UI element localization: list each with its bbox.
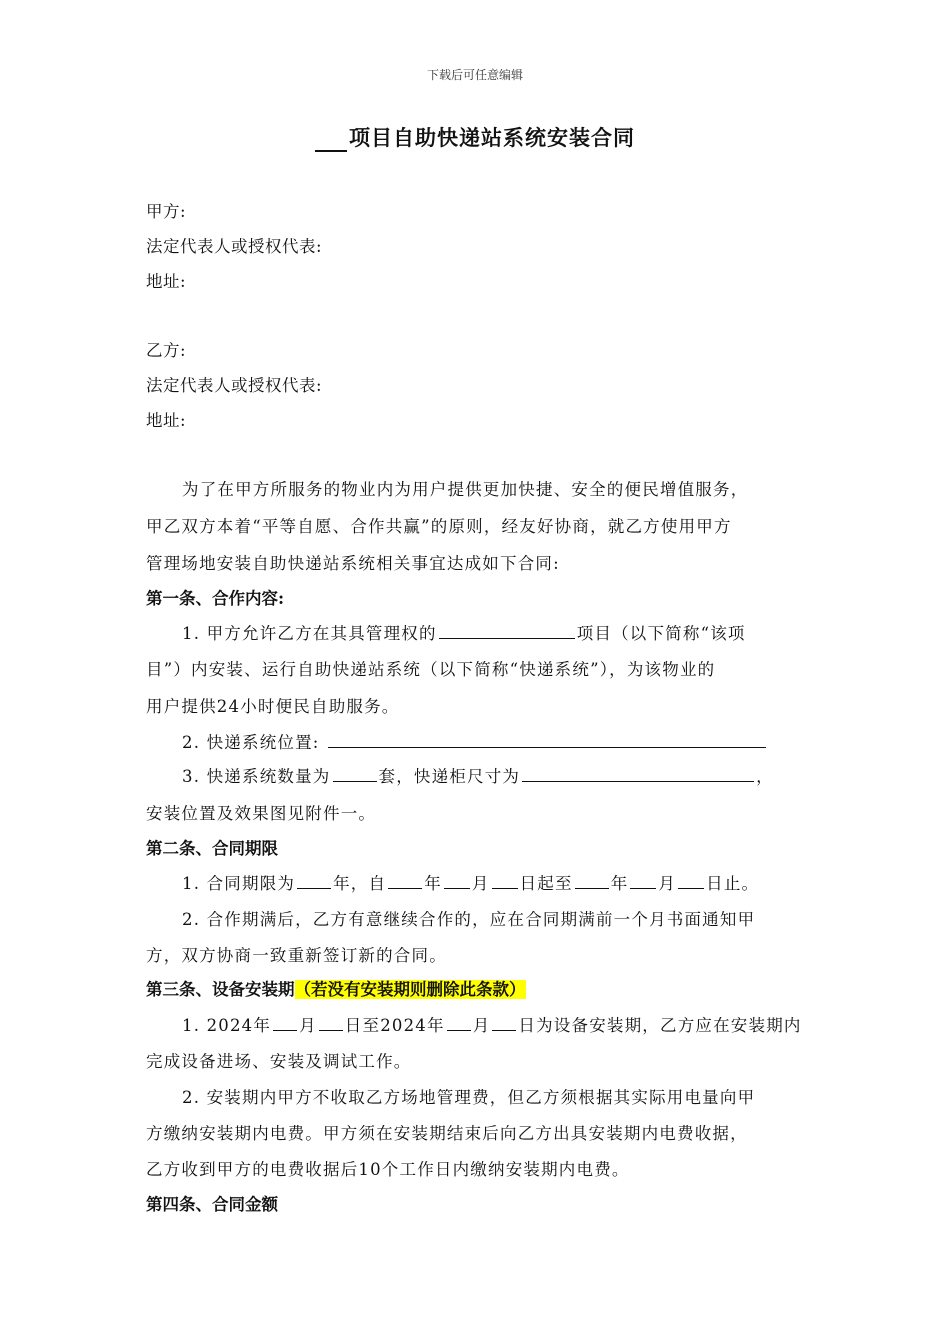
header-note: 下载后可任意编辑 <box>426 68 523 82</box>
party-b-label: 乙方: <box>146 341 187 360</box>
article-3-clause-2: 2. 安装期内甲方不收取乙方场地管理费，但乙方须根据其实际用电量向甲 <box>182 1088 756 1107</box>
blank-end-month <box>630 871 656 889</box>
blank-location <box>328 730 766 748</box>
article-3-clause-1-cont: 完成设备进场、安装及调试工作。 <box>146 1052 412 1071</box>
article-2-clause-2-cont: 方，双方协商一致重新签订新的合同。 <box>146 946 447 965</box>
article-3-clause-1: 1. 2024年 月 日至2024年 月 日为设备安装期，乙方应在安装期内 <box>182 1012 808 1036</box>
article-4-heading: 第四条、合同金额 <box>146 1195 278 1214</box>
blank-years <box>297 871 331 889</box>
blank-start-month <box>444 871 470 889</box>
blank-install-start-month <box>273 1013 297 1031</box>
article-3-highlight-note: （若没有安装期则删除此条款） <box>294 980 526 999</box>
document-title <box>0 122 950 152</box>
article-3-heading: 第三条、设备安装期（若没有安装期则删除此条款） <box>146 980 526 999</box>
blank-start-year <box>388 871 422 889</box>
title-text: 项目自助快递站系统安装合同 <box>349 125 635 150</box>
party-b-rep: 法定代表人或授权代表: <box>146 376 323 395</box>
blank-size <box>522 764 754 782</box>
blank-quantity <box>333 764 377 782</box>
blank-install-start-day <box>319 1013 343 1031</box>
article-3-clause-2-end: 乙方收到甲方的电费收据后10个工作日内缴纳安装期内电费。 <box>146 1160 630 1179</box>
article-1-heading: 第一条、合作内容: <box>146 589 285 608</box>
blank-project-name <box>439 621 575 639</box>
article-1-clause-1-end: 用户提供24小时便民自助服务。 <box>146 697 400 716</box>
blank-install-end-month <box>447 1013 471 1031</box>
article-2-clause-1: 1. 合同期限为 年，自 年 月 日起至 年 月 日止。 <box>182 870 808 894</box>
article-1-clause-2: 2. 快递系统位置: <box>182 729 808 753</box>
blank-end-day <box>678 871 704 889</box>
intro-line-1: 为了在甲方所服务的物业内为用户提供更加快捷、安全的便民增值服务， <box>182 480 749 499</box>
article-1-clause-1: 1. 甲方允许乙方在其具管理权的 项目（以下简称“该项 <box>182 620 808 644</box>
party-b-address: 地址: <box>146 411 187 430</box>
article-2-clause-2: 2. 合作期满后，乙方有意继续合作的，应在合同期满前一个月书面通知甲 <box>182 910 756 929</box>
party-a-address: 地址: <box>146 272 187 291</box>
article-2-heading: 第二条、合同期限 <box>146 839 278 858</box>
party-a-rep: 法定代表人或授权代表: <box>146 237 323 256</box>
intro-line-3: 管理场地安装自助快递站系统相关事宜达成如下合同: <box>146 554 560 573</box>
title-blank <box>315 130 347 152</box>
article-3-clause-2-cont: 方缴纳安装期内电费。甲方须在安装期结束后向乙方出具安装期内电费收据， <box>146 1124 748 1143</box>
article-1-clause-3-cont: 安装位置及效果图见附件一。 <box>146 804 377 823</box>
article-1-clause-1-cont: 目”）内安装、运行自助快递站系统（以下简称“快递系统”），为该物业的 <box>146 660 716 679</box>
blank-start-day <box>492 871 518 889</box>
article-1-clause-3: 3. 快递系统数量为 套，快递柜尺寸为 ， <box>182 763 808 787</box>
blank-end-year <box>575 871 609 889</box>
party-a-label: 甲方: <box>146 202 187 221</box>
blank-install-end-day <box>492 1013 516 1031</box>
intro-line-2: 甲乙双方本着“平等自愿、合作共赢”的原则，经友好协商，就乙方使用甲方 <box>146 517 732 536</box>
